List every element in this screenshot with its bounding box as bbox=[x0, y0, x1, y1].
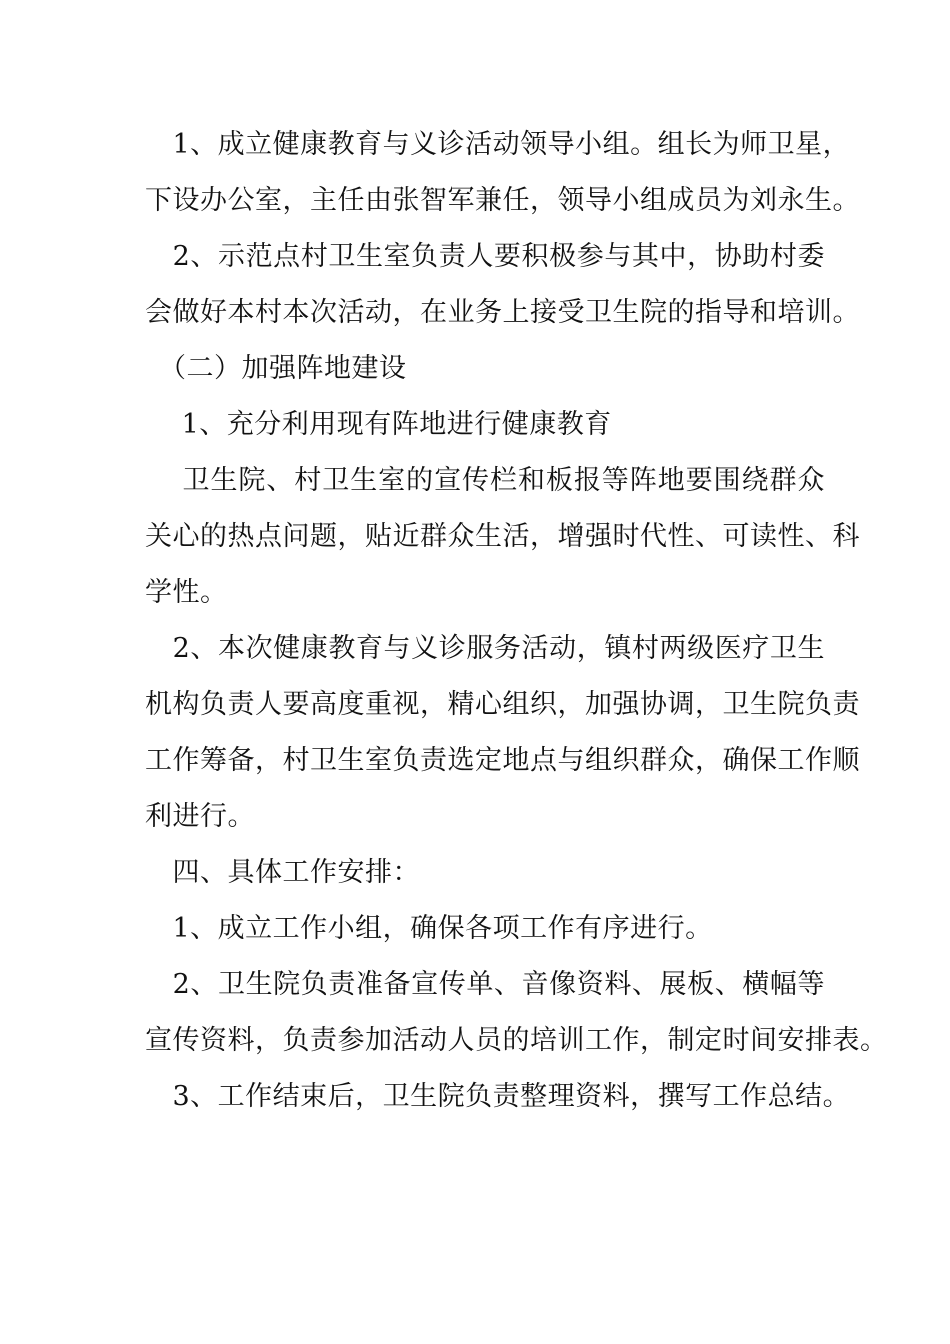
text-line: 下设办公室，主任由张智军兼任，领导小组成员为刘永生。 bbox=[145, 185, 860, 216]
text-line: 会做好本村本次活动，在业务上接受卫生院的指导和培训。 bbox=[145, 297, 860, 328]
text-line: 利进行。 bbox=[145, 801, 255, 832]
section-heading: 四、具体工作安排： bbox=[145, 857, 420, 888]
text-line: 宣传资料，负责参加活动人员的培训工作，制定时间安排表。 bbox=[145, 1025, 888, 1056]
subsection-heading: 1、充分利用现有阵地进行健康教育 bbox=[145, 409, 612, 440]
text-line: 2、示范点村卫生室负责人要积极参与其中，协助村委 bbox=[145, 241, 825, 272]
text-line: 2、本次健康教育与义诊服务活动，镇村两级医疗卫生 bbox=[145, 633, 825, 664]
text-line: 1、成立健康教育与义诊活动领导小组。组长为师卫星， bbox=[145, 129, 851, 160]
text-line: 关心的热点问题，贴近群众生活，增强时代性、可读性、科 bbox=[145, 521, 860, 552]
text-line: 学性。 bbox=[145, 577, 228, 608]
text-line: 卫生院、村卫生室的宣传栏和板报等阵地要围绕群众 bbox=[145, 465, 825, 496]
text-line: 3、工作结束后，卫生院负责整理资料，撰写工作总结。 bbox=[145, 1081, 851, 1112]
section-heading: （二）加强阵地建设 bbox=[145, 353, 407, 384]
text-line: 工作筹备，村卫生室负责选定地点与组织群众，确保工作顺 bbox=[145, 745, 860, 776]
text-line: 机构负责人要高度重视，精心组织，加强协调，卫生院负责 bbox=[145, 689, 860, 720]
text-line: 2、卫生院负责准备宣传单、音像资料、展板、横幅等 bbox=[145, 969, 825, 1000]
text-line: 1、成立工作小组，确保各项工作有序进行。 bbox=[145, 913, 713, 944]
